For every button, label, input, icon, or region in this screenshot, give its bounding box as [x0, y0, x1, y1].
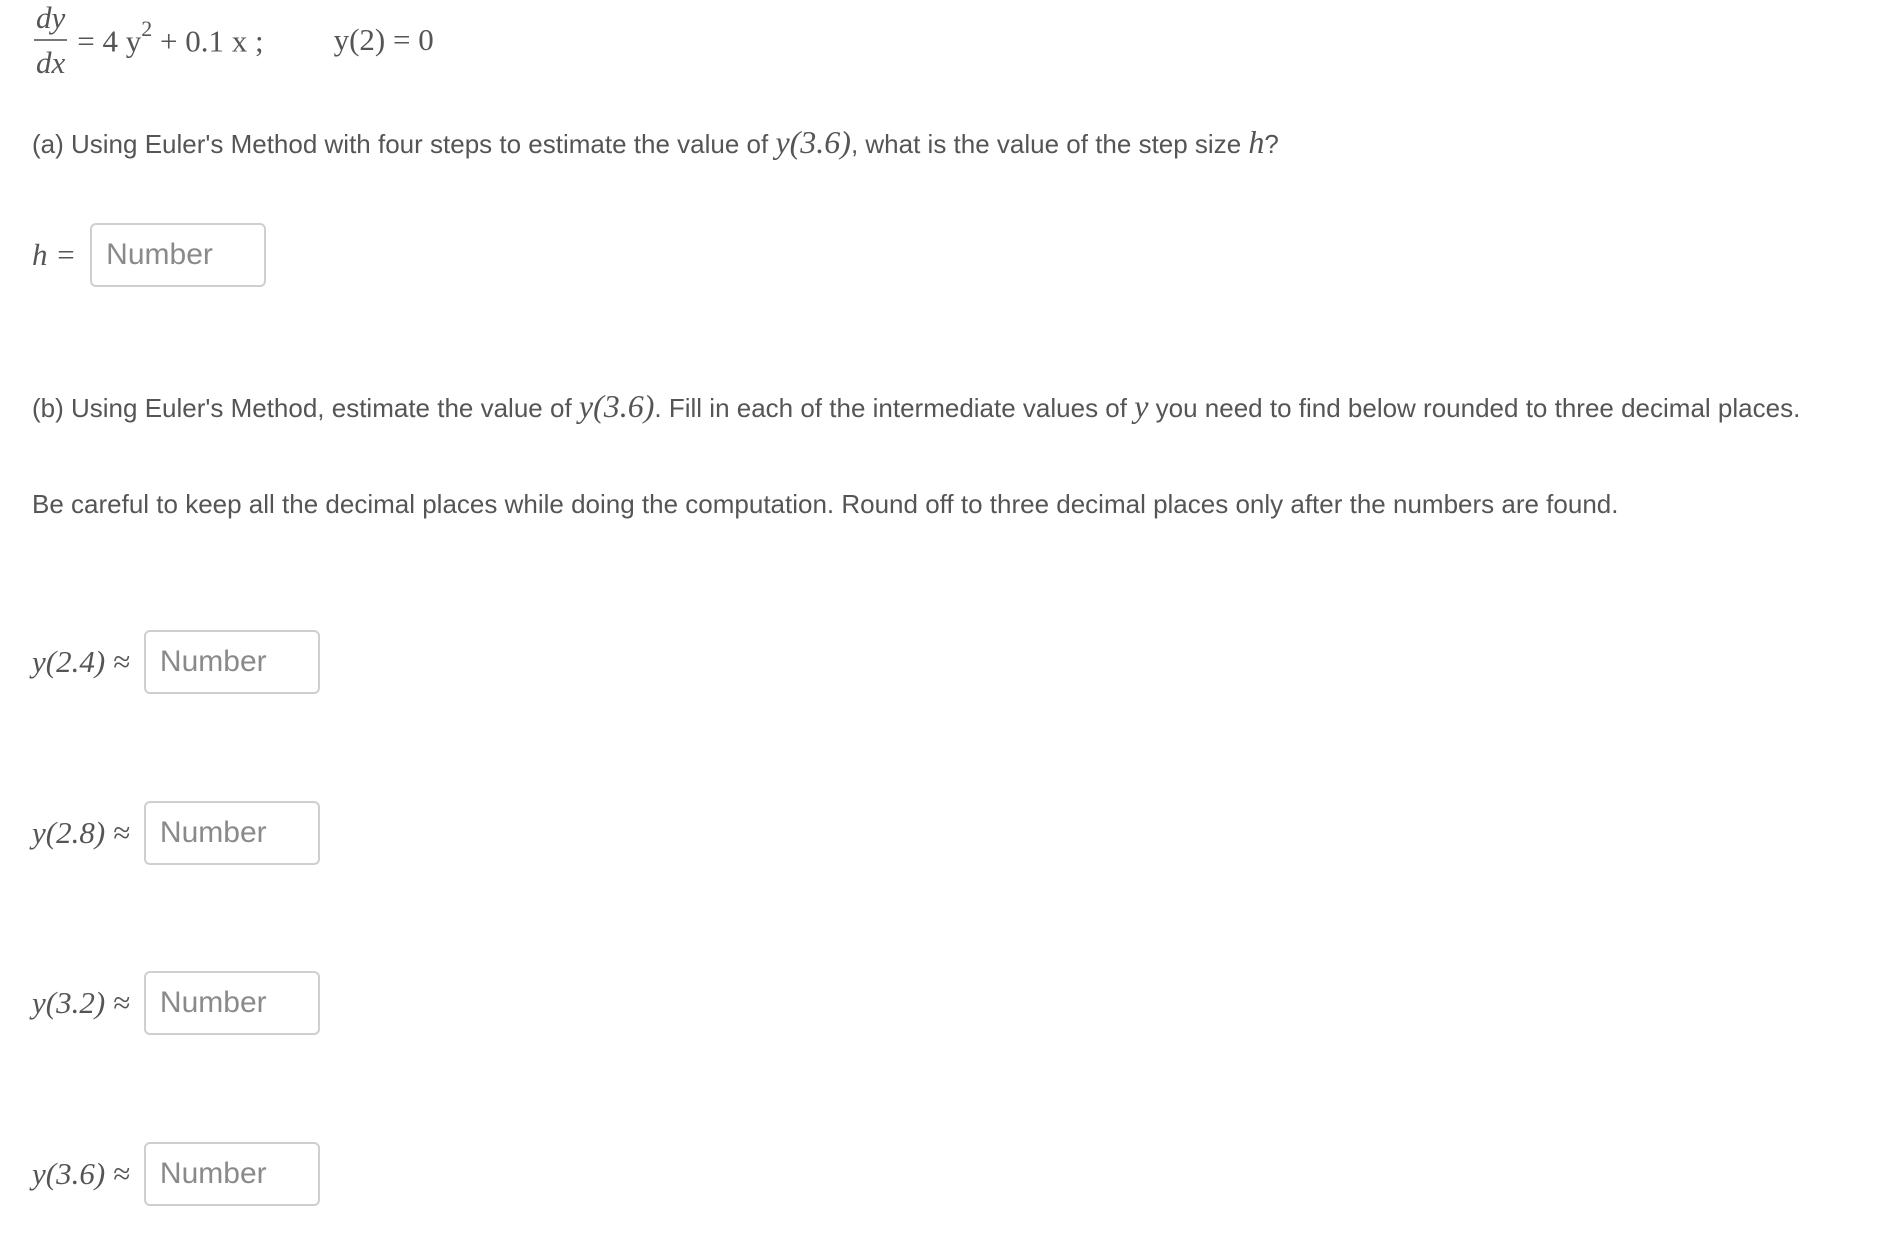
rhs-exponent: 2 [141, 16, 153, 42]
part-b-question [32, 388, 1800, 425]
part-a-question [32, 124, 1279, 161]
answer-label-y-3-6: y(3.6) ≈ [32, 1156, 130, 1191]
step-size-answer-row [32, 223, 266, 287]
part-a-math-target: y(3.6) [775, 124, 851, 160]
answer-input-y-3-6[interactable] [144, 1142, 320, 1206]
step-size-input[interactable] [90, 223, 266, 287]
part-a-math-h: h [1248, 124, 1265, 160]
part-b-note: Be careful to keep all the decimal places while doing the computation. Round off to three decimal places only after the numbers are found. [32, 489, 1619, 519]
part-a-text-middle: , what is the value of the step size [850, 129, 1249, 159]
part-a-text-before: (a) Using Euler's Method with four steps to estimate the value of [32, 129, 776, 159]
answer-input-y-3-2[interactable] [144, 971, 320, 1035]
part-b-text-after: you need to find below rounded to three decimal places. [1148, 393, 1801, 423]
equation-rhs [77, 16, 264, 59]
answer-label-y-3-2: y(3.2) ≈ [32, 985, 130, 1020]
answer-row-y-2-8 [32, 801, 320, 865]
differential-equation [34, 0, 434, 80]
answer-label-y-2-4: y(2.4) ≈ [32, 644, 130, 679]
fraction-denominator: dx [34, 39, 67, 78]
derivative-fraction [34, 2, 67, 78]
part-a-text-after: ? [1264, 129, 1279, 159]
answer-label-y-2-8: y(2.8) ≈ [32, 815, 130, 850]
answer-input-y-2-8[interactable] [144, 801, 320, 865]
part-b-math-y: y [1134, 388, 1149, 424]
answer-row-y-2-4 [32, 630, 320, 694]
step-size-label: h = [32, 237, 77, 272]
answer-row-y-3-6 [32, 1142, 320, 1206]
part-b-math-target: y(3.6) [578, 388, 655, 424]
initial-condition: y(2) = 0 [333, 22, 434, 57]
rhs-main: = 4 y [77, 23, 142, 59]
part-b-text-middle: . Fill in each of the intermediate values of [654, 393, 1135, 423]
rhs-tail: + 0.1 x ; [152, 23, 264, 59]
answer-row-y-3-2 [32, 971, 320, 1035]
part-b-text-before: (b) Using Euler's Method, estimate the value of [32, 393, 579, 423]
answer-input-y-2-4[interactable] [144, 630, 320, 694]
fraction-numerator: dy [36, 0, 66, 35]
